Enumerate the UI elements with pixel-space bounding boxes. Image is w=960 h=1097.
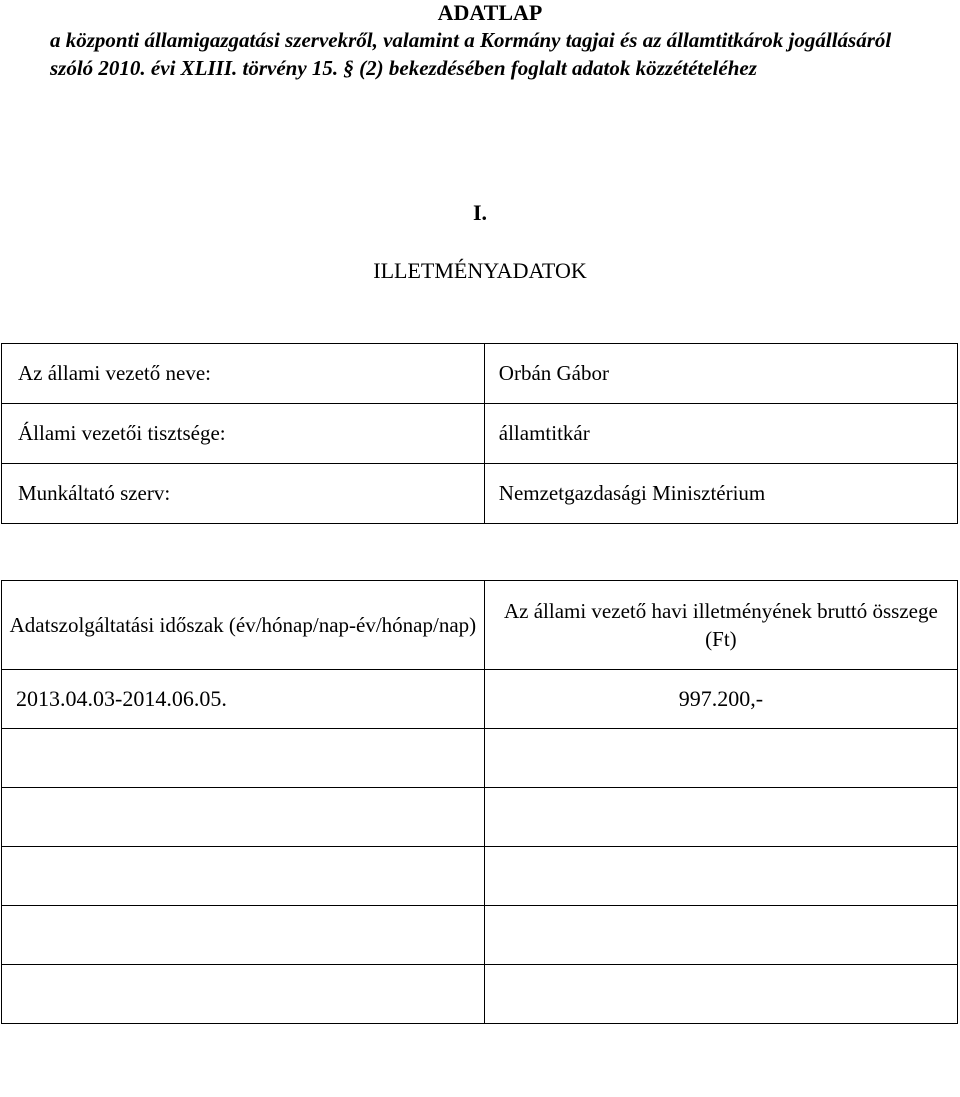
official-name-value: Orbán Gábor [484, 344, 957, 404]
amount-cell [484, 965, 957, 1024]
amount-cell [484, 906, 957, 965]
employer-value: Nemzetgazdasági Minisztérium [484, 464, 957, 524]
period-cell [2, 729, 485, 788]
table-row [2, 344, 958, 404]
official-position-value: államtitkár [484, 404, 957, 464]
period-cell: 2013.04.03-2014.06.05. [2, 670, 485, 729]
period-cell [2, 847, 485, 906]
amount-cell [484, 847, 957, 906]
amount-cell [484, 729, 957, 788]
period-cell [2, 906, 485, 965]
table-row [2, 847, 958, 906]
document-header [50, 0, 930, 82]
amount-column-header: Az állami vezető havi illetményének bruttó összege (Ft) [484, 581, 957, 670]
salary-table [1, 580, 958, 1024]
amount-cell [484, 788, 957, 847]
official-position-label: Állami vezetői tisztsége: [2, 404, 485, 464]
table-row [2, 906, 958, 965]
table-row [2, 729, 958, 788]
period-cell [2, 965, 485, 1024]
section-title: ILLETMÉNYADATOK [373, 258, 587, 283]
employer-label: Munkáltató szerv: [2, 464, 485, 524]
table-header-row [2, 581, 958, 670]
section-number: I. [472, 200, 488, 225]
period-column-header: Adatszolgáltatási időszak (év/hónap/nap-év/hónap/nap) [2, 581, 485, 670]
official-name-label: Az állami vezető neve: [2, 344, 485, 404]
official-info-table [1, 343, 958, 524]
table-row [2, 670, 958, 729]
document-subtitle: a központi államigazgatási szervekről, valamint a Kormány tagjai és az államtitkárok jogállásáról szóló 2010. évi XLIII. törvény 15. § (2) bekezdésében foglalt adatok közzétételéhez [50, 28, 892, 80]
period-cell [2, 788, 485, 847]
document-title: ADATLAP [437, 0, 543, 25]
table-row [2, 788, 958, 847]
table-row [2, 404, 958, 464]
amount-cell: 997.200,- [484, 670, 957, 729]
table-row [2, 965, 958, 1024]
table-row [2, 464, 958, 524]
